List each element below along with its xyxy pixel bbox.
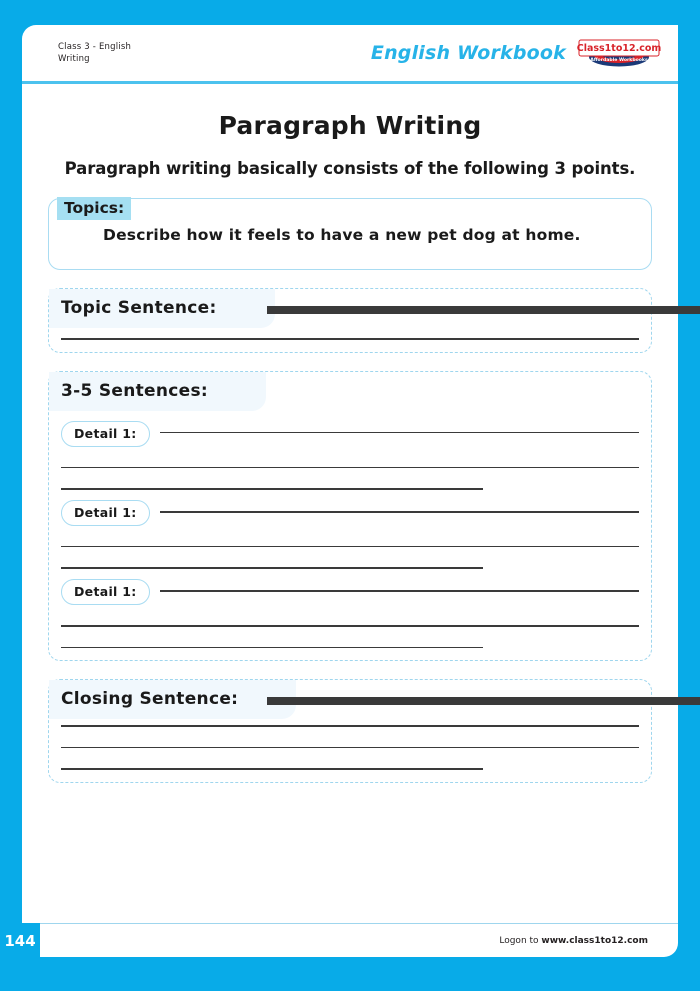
worksheet-body	[22, 84, 678, 923]
answer-line[interactable]	[160, 511, 639, 513]
detail-label: Detail 1:	[61, 421, 150, 447]
answer-line[interactable]	[267, 697, 700, 705]
section-supporting-details	[48, 371, 652, 662]
logon-prefix: Logon to	[499, 935, 542, 946]
answer-line[interactable]	[61, 338, 639, 340]
section-label-topic-sentence: Topic Sentence:	[49, 289, 275, 328]
page-header	[22, 25, 678, 81]
answer-line[interactable]	[61, 488, 483, 490]
topics-box	[48, 198, 652, 270]
svg-text:Affordable Workbooks: Affordable Workbooks	[590, 58, 648, 63]
section-closing-sentence	[48, 679, 652, 783]
detail-row	[61, 421, 639, 447]
answer-line[interactable]	[61, 768, 483, 770]
class-subject: Class 3 - English	[58, 41, 132, 52]
content-card	[4, 25, 678, 957]
page-number: 144	[0, 923, 40, 958]
page-footer	[4, 923, 678, 957]
header-right	[371, 38, 662, 68]
class1to12-logo	[576, 38, 662, 68]
detail-row	[61, 500, 639, 526]
section-label-closing-sentence: Closing Sentence:	[49, 680, 296, 719]
page-title: Paragraph Writing	[218, 111, 482, 140]
detail-label: Detail 1:	[61, 579, 150, 605]
topics-label: Topics:	[57, 197, 131, 220]
class-info	[58, 41, 131, 66]
section-label-supporting-details: 3-5 Sentences:	[49, 372, 266, 411]
detail-label: Detail 1:	[61, 500, 150, 526]
answer-line[interactable]	[160, 590, 639, 592]
workbook-title: English Workbook	[370, 42, 566, 64]
page-subtitle: Paragraph writing basically consists of the following 3 points.	[64, 159, 636, 178]
detail-row	[61, 579, 639, 605]
logon-text	[499, 936, 648, 946]
answer-line[interactable]	[61, 647, 483, 649]
class-topic: Writing	[58, 54, 90, 64]
topics-prompt: Describe how it feels to have a new pet dog at home.	[103, 226, 581, 244]
answer-line[interactable]	[267, 306, 700, 314]
logon-url: www.class1to12.com	[541, 935, 648, 946]
svg-text:Class1to12.com: Class1to12.com	[576, 43, 662, 54]
answer-line[interactable]	[160, 432, 639, 434]
section-topic-sentence	[48, 288, 652, 353]
answer-line[interactable]	[61, 567, 483, 569]
